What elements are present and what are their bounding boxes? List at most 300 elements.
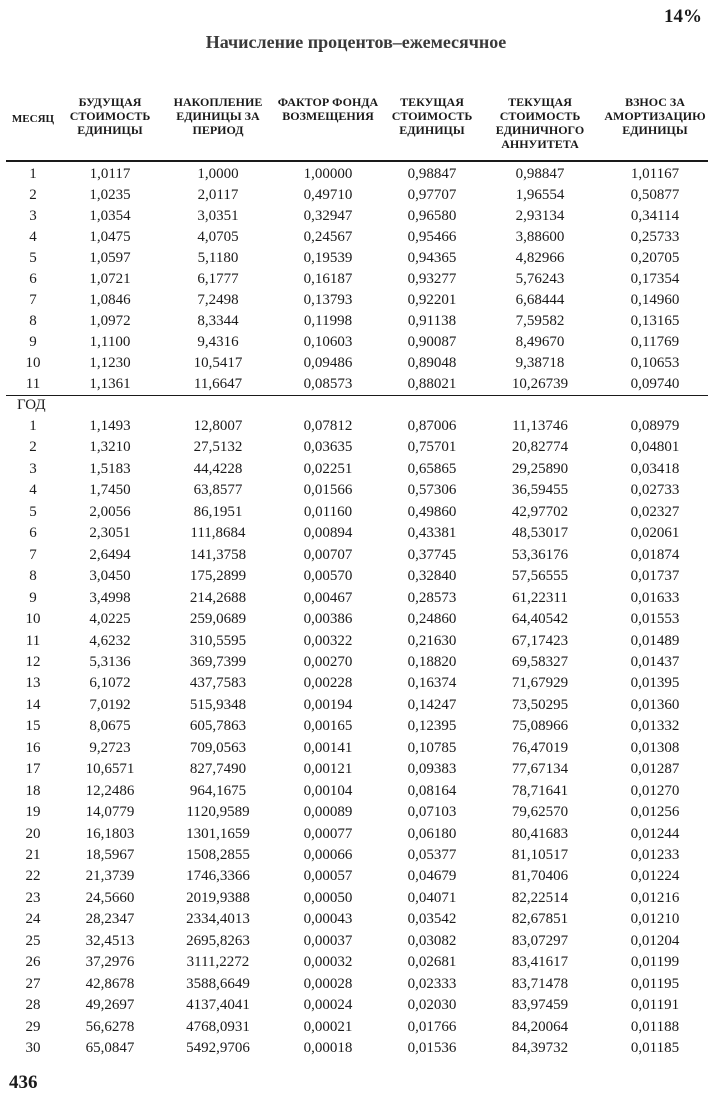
- table-cell: 0,00043: [303, 911, 353, 928]
- table-cell: 1,0354: [89, 208, 131, 224]
- table-cell: 964,1675: [189, 782, 247, 799]
- table-cell: 0,00228: [303, 675, 353, 692]
- table-cell: 369,7399: [189, 653, 247, 670]
- table-cell: 0,98847: [515, 166, 565, 182]
- page-title: Начисление процентов–ежемесячное: [205, 32, 507, 52]
- table-cell: 0,92201: [407, 292, 457, 308]
- table-row: [0, 802, 712, 823]
- table-cell: 0,01360: [630, 696, 680, 713]
- table-cell: 0,24567: [303, 229, 353, 245]
- table-row: [0, 269, 712, 290]
- table-cell: 0,01256: [630, 804, 680, 821]
- table-row: [0, 952, 712, 973]
- table-cell: 0,87006: [407, 418, 457, 434]
- table-cell: 8,0675: [89, 718, 131, 735]
- table-cell: 0,06180: [407, 825, 457, 842]
- table-row: [0, 416, 712, 437]
- table-cell: 0,01874: [630, 546, 680, 563]
- table-cell: 22: [25, 868, 41, 885]
- table-cell: 6,1777: [197, 271, 239, 287]
- table-cell: 3588,6649: [186, 975, 250, 992]
- table-cell: 0,00121: [303, 761, 353, 778]
- table-cell: 0,00194: [303, 696, 353, 713]
- table-cell: 0,00165: [303, 718, 353, 735]
- table-row: [0, 609, 712, 630]
- table-cell: 81,10517: [511, 847, 569, 863]
- table-cell: 16,1803: [85, 825, 135, 842]
- table-cell: 0,00322: [303, 632, 353, 649]
- table-cell: 77,67134: [511, 761, 569, 778]
- table-row: [0, 888, 712, 909]
- table-cell: 0,10653: [630, 355, 680, 371]
- col-amortization-header: ВЗНОС ЗА АМОРТИЗАЦИЮ ЕДИНИЦЫ: [604, 95, 706, 137]
- table-cell: 37,2976: [85, 954, 135, 971]
- table-cell: 53,36176: [511, 546, 569, 563]
- table-cell: 83,41617: [511, 954, 569, 971]
- table-cell: 83,97459: [511, 997, 569, 1014]
- table-cell: 83,71478: [511, 975, 569, 992]
- table-cell: 21: [25, 847, 41, 863]
- table-cell: 83,07297: [511, 932, 569, 949]
- table-cell: 6,68444: [515, 292, 565, 308]
- table-cell: 3,0351: [197, 208, 239, 224]
- table-cell: 0,96580: [407, 208, 457, 224]
- table-cell: 57,56555: [511, 568, 569, 585]
- table-cell: 0,01332: [630, 718, 680, 735]
- table-cell: 0,07103: [407, 804, 457, 821]
- table-row: [0, 227, 712, 248]
- table-cell: 2,0056: [89, 503, 131, 520]
- table-cell: 0,01489: [630, 632, 680, 649]
- table-cell: 0,00024: [303, 997, 353, 1014]
- table-cell: 0,97707: [407, 187, 457, 203]
- table-cell: 6: [29, 271, 37, 287]
- table-row: [0, 695, 712, 716]
- table-cell: 25: [25, 932, 41, 949]
- table-cell: 10: [25, 611, 41, 628]
- table-cell: 5: [29, 250, 37, 266]
- table-cell: 0,01437: [630, 653, 680, 670]
- table-cell: 15: [25, 718, 41, 735]
- table-row: [0, 824, 712, 845]
- table-cell: 1508,2855: [186, 847, 250, 863]
- table-cell: 0,01287: [630, 761, 680, 778]
- table-cell: 3,4998: [89, 589, 131, 606]
- table-cell: 0,00037: [303, 932, 353, 949]
- table-cell: 1120,9589: [186, 804, 250, 821]
- table-cell: 23: [25, 889, 41, 906]
- table-cell: 0,01204: [630, 932, 680, 949]
- table-row: [0, 206, 712, 227]
- table-cell: 0,00707: [303, 546, 353, 563]
- table-row: [0, 995, 712, 1016]
- table-cell: 0,94365: [407, 250, 457, 266]
- table-cell: 1,0235: [89, 187, 131, 203]
- table-cell: 0,01216: [630, 889, 680, 906]
- table-cell: 0,02681: [407, 954, 457, 971]
- table-cell: 1,3210: [89, 439, 131, 456]
- table-cell: 0,89048: [407, 355, 457, 371]
- table-cell: 0,17354: [630, 271, 680, 287]
- table-row: [0, 781, 712, 802]
- table-cell: 1,01167: [630, 166, 680, 182]
- table-cell: 0,16374: [407, 675, 457, 692]
- table-cell: 4,6232: [89, 632, 131, 649]
- table-cell: 0,03418: [630, 460, 680, 477]
- table-cell: 2019,9388: [186, 889, 250, 906]
- table-cell: 44,4228: [193, 460, 243, 477]
- table-row: [0, 459, 712, 480]
- table-cell: 0,02030: [407, 997, 457, 1014]
- table-cell: 10,26739: [511, 376, 569, 392]
- table-row: [0, 588, 712, 609]
- table-cell: 0,04801: [630, 439, 680, 456]
- table-cell: 0,98847: [407, 166, 457, 182]
- col-month-header: МЕСЯЦ: [11, 113, 55, 125]
- table-cell: 0,11769: [630, 334, 680, 350]
- table-cell: 75,08966: [511, 718, 569, 735]
- table-cell: 0,01566: [303, 482, 353, 499]
- table-row: [0, 353, 712, 374]
- table-cell: 20,82774: [511, 439, 569, 456]
- table-cell: 0,13165: [630, 313, 680, 329]
- table-cell: 11: [25, 376, 41, 392]
- table-cell: 0,50877: [630, 187, 680, 203]
- table-row: [0, 909, 712, 930]
- table-cell: 0,09740: [630, 376, 680, 392]
- section-rule: [6, 395, 708, 396]
- table-cell: 310,5595: [189, 632, 247, 649]
- table-cell: 0,08164: [407, 782, 457, 799]
- table-cell: 0,65865: [407, 460, 457, 477]
- table-cell: 2695,8263: [186, 932, 250, 949]
- table-cell: 515,9348: [189, 696, 247, 713]
- table-cell: 1,0721: [89, 271, 131, 287]
- table-cell: 32,4513: [85, 932, 135, 949]
- table-cell: 28: [25, 997, 41, 1014]
- table-row: [0, 480, 712, 501]
- table-cell: 7,0192: [89, 696, 131, 713]
- table-cell: 0,01210: [630, 911, 680, 928]
- table-cell: 73,50295: [511, 696, 569, 713]
- table-cell: 86,1951: [193, 503, 243, 520]
- table-cell: 2,0117: [197, 187, 239, 203]
- table-cell: 0,10603: [303, 334, 353, 350]
- table-cell: 0,25733: [630, 229, 680, 245]
- table-cell: 14,0779: [85, 804, 135, 821]
- table-cell: 7: [29, 546, 37, 563]
- table-cell: 27,5132: [193, 439, 243, 456]
- table-cell: 0,20705: [630, 250, 680, 266]
- table-row: [0, 290, 712, 311]
- col-annuity-value-header: ТЕКУЩАЯ СТОИМОСТЬ ЕДИНИЧНОГО АННУИТЕТА: [495, 95, 585, 151]
- table-cell: 0,03635: [303, 439, 353, 456]
- table-cell: 0,57306: [407, 482, 457, 499]
- table-cell: 82,67851: [511, 911, 569, 928]
- table-cell: 0,01233: [630, 847, 680, 863]
- table-cell: 5,76243: [515, 271, 565, 287]
- table-cell: 0,01536: [407, 1040, 457, 1057]
- table-cell: 0,00057: [303, 868, 353, 885]
- table-cell: 0,32947: [303, 208, 353, 224]
- table-cell: 0,01199: [630, 954, 680, 971]
- table-cell: 0,00386: [303, 611, 353, 628]
- table-row: [0, 716, 712, 737]
- table-cell: 26: [25, 954, 41, 971]
- table-cell: 709,0563: [189, 739, 247, 756]
- table-cell: 6,1072: [89, 675, 131, 692]
- table-cell: 61,22311: [512, 589, 568, 606]
- table-row: [0, 374, 712, 395]
- table-cell: 12,2486: [85, 782, 135, 799]
- table-cell: 84,39732: [511, 1040, 569, 1057]
- table-row: [0, 332, 712, 353]
- table-cell: 0,18820: [407, 653, 457, 670]
- table-cell: 5: [29, 503, 37, 520]
- table-cell: 0,37745: [407, 546, 457, 563]
- table-cell: 1,96554: [515, 187, 565, 203]
- table-cell: 4,82966: [515, 250, 565, 266]
- table-cell: 1,1100: [89, 334, 131, 350]
- table-cell: 11: [25, 632, 41, 649]
- table-cell: 8,49670: [515, 334, 565, 350]
- table-cell: 1,1493: [89, 418, 131, 434]
- table-cell: 0,13793: [303, 292, 353, 308]
- table-cell: 0,01308: [630, 739, 680, 756]
- table-cell: 11,6647: [193, 376, 243, 392]
- table-cell: 9,2723: [89, 739, 131, 756]
- table-cell: 29: [25, 1018, 41, 1035]
- table-row: [0, 502, 712, 523]
- table-cell: 0,14960: [630, 292, 680, 308]
- table-cell: 6: [29, 525, 37, 542]
- col-present-value-header: ТЕКУЩАЯ СТОИМОСТЬ ЕДИНИЦЫ: [391, 95, 473, 137]
- table-row: [0, 248, 712, 269]
- table-cell: 0,12395: [407, 718, 457, 735]
- table-cell: 4: [29, 229, 37, 245]
- table-cell: 82,22514: [511, 889, 569, 906]
- table-cell: 0,01766: [407, 1018, 457, 1035]
- table-cell: 49,2697: [85, 997, 135, 1014]
- table-cell: 827,7490: [189, 761, 247, 778]
- table-row: [0, 185, 712, 206]
- table-row: [0, 311, 712, 332]
- table-cell: 0,02061: [630, 525, 680, 542]
- table-cell: 0,00570: [303, 568, 353, 585]
- table-cell: 84,20064: [511, 1018, 569, 1035]
- table-cell: 0,16187: [303, 271, 353, 287]
- table-cell: 0,00141: [303, 739, 353, 756]
- table-cell: 12,8007: [193, 418, 243, 434]
- table-cell: 0,21630: [407, 632, 457, 649]
- table-row: [0, 738, 712, 759]
- page-number: 436: [9, 1072, 38, 1093]
- table-cell: 0,43381: [407, 525, 457, 542]
- table-cell: 76,47019: [511, 739, 569, 756]
- table-cell: 0,03082: [407, 932, 457, 949]
- table-cell: 0,10785: [407, 739, 457, 756]
- table-cell: 65,0847: [85, 1040, 135, 1057]
- table-row: [0, 631, 712, 652]
- table-cell: 0,00028: [303, 975, 353, 992]
- table-row: [0, 652, 712, 673]
- table-cell: 1,0972: [89, 313, 131, 329]
- table-cell: 8: [29, 313, 37, 329]
- table-row: [0, 566, 712, 587]
- table-cell: 7,59582: [515, 313, 565, 329]
- table-cell: 0,93277: [407, 271, 457, 287]
- table-cell: 0,01188: [630, 1018, 680, 1035]
- table-cell: 67,17423: [511, 632, 569, 649]
- table-cell: 30: [25, 1040, 41, 1057]
- table-cell: 0,04679: [407, 868, 457, 885]
- table-cell: 0,00894: [303, 525, 353, 542]
- header-rule: [6, 160, 708, 162]
- table-cell: 0,24860: [407, 611, 457, 628]
- table-cell: 0,01244: [630, 825, 680, 842]
- table-cell: 0,90087: [407, 334, 457, 350]
- table-cell: 0,09383: [407, 761, 457, 778]
- table-cell: 1,1361: [89, 376, 131, 392]
- interest-rate: 14%: [664, 6, 702, 27]
- table-cell: 5,1180: [197, 250, 239, 266]
- table-cell: 16: [25, 739, 41, 756]
- table-cell: 3111,2272: [186, 954, 250, 971]
- table-cell: 10,6571: [85, 761, 135, 778]
- table-header: [0, 95, 712, 159]
- table-cell: 0,28573: [407, 589, 457, 606]
- table-cell: 4,0225: [89, 611, 131, 628]
- table-cell: 0,02333: [407, 975, 457, 992]
- table-cell: 0,88021: [407, 376, 457, 392]
- table-cell: 0,01160: [303, 503, 353, 520]
- table-cell: 71,67929: [511, 675, 569, 692]
- table-cell: 1,1230: [89, 355, 131, 371]
- table-cell: 437,7583: [189, 675, 247, 692]
- table-cell: 1: [29, 166, 37, 182]
- table-cell: 63,8577: [193, 482, 243, 499]
- table-row: [0, 1038, 712, 1059]
- table-row: [0, 437, 712, 458]
- table-row: [0, 931, 712, 952]
- table-cell: 3,88600: [515, 229, 565, 245]
- table-cell: 0,32840: [407, 568, 457, 585]
- table-row: [0, 845, 712, 866]
- table-cell: 0,49860: [407, 503, 457, 520]
- table-cell: 0,00050: [303, 889, 353, 906]
- table-cell: 0,01191: [630, 997, 680, 1014]
- table-cell: 1,0117: [89, 166, 131, 182]
- col-future-value-header: БУДУЩАЯ СТОИМОСТЬ ЕДИНИЦЫ: [69, 95, 151, 137]
- table-cell: 18: [25, 782, 41, 799]
- table-cell: 69,58327: [511, 653, 569, 670]
- table-cell: 20: [25, 825, 41, 842]
- table-cell: 0,08979: [630, 418, 680, 434]
- table-cell: 2,3051: [89, 525, 131, 542]
- table-cell: 605,7863: [189, 718, 247, 735]
- table-cell: 259,0689: [189, 611, 247, 628]
- table-row: [0, 673, 712, 694]
- year-section-label: ГОД: [17, 397, 46, 413]
- table-cell: 11,13746: [512, 418, 568, 434]
- table-cell: 12: [25, 653, 41, 670]
- table-cell: 2334,4013: [186, 911, 250, 928]
- table-cell: 0,02733: [630, 482, 680, 499]
- table-cell: 42,8678: [85, 975, 135, 992]
- table-cell: 0,07812: [303, 418, 353, 434]
- table-cell: 1746,3366: [186, 868, 250, 885]
- table-cell: 3: [29, 460, 37, 477]
- table-row: [0, 523, 712, 544]
- table-cell: 0,08573: [303, 376, 353, 392]
- table-row: [0, 759, 712, 780]
- table-cell: 27: [25, 975, 41, 992]
- table-cell: 79,62570: [511, 804, 569, 821]
- table-cell: 1,5183: [89, 460, 131, 477]
- table-cell: 0,04071: [407, 889, 457, 906]
- table-cell: 19: [25, 804, 41, 821]
- table-cell: 28,2347: [85, 911, 135, 928]
- table-cell: 2: [29, 187, 37, 203]
- table-cell: 0,01270: [630, 782, 680, 799]
- table-cell: 1: [29, 418, 37, 434]
- table-cell: 9: [29, 589, 37, 606]
- table-cell: 9,38718: [515, 355, 565, 371]
- table-cell: 0,00021: [303, 1018, 353, 1035]
- table-cell: 7,2498: [197, 292, 239, 308]
- table-row: [0, 974, 712, 995]
- table-cell: 0,01185: [630, 1040, 680, 1057]
- table-cell: 36,59455: [511, 482, 569, 499]
- table-cell: 8,3344: [197, 313, 239, 329]
- table-row: [0, 545, 712, 566]
- table-cell: 9: [29, 334, 37, 350]
- table-cell: 5,3136: [89, 653, 131, 670]
- table-cell: 2,6494: [89, 546, 131, 563]
- table-cell: 0,01195: [630, 975, 680, 992]
- table-cell: 0,01224: [630, 868, 680, 885]
- table-cell: 13: [25, 675, 41, 692]
- table-cell: 0,75701: [407, 439, 457, 456]
- table-cell: 10,5417: [193, 355, 243, 371]
- table-cell: 0,01553: [630, 611, 680, 628]
- table-cell: 42,97702: [511, 503, 569, 520]
- table-cell: 4,0705: [197, 229, 239, 245]
- table-cell: 17: [25, 761, 41, 778]
- col-sinking-fund-header: ФАКТОР ФОНДА ВОЗМЕЩЕНИЯ: [277, 95, 379, 123]
- table-row: [0, 1017, 712, 1038]
- table-cell: 0,00077: [303, 825, 353, 842]
- table-cell: 0,02251: [303, 460, 353, 477]
- table-cell: 5492,9706: [186, 1040, 250, 1057]
- table-cell: 18,5967: [85, 847, 135, 863]
- table-cell: 0,00018: [303, 1040, 353, 1057]
- table-cell: 4768,0931: [186, 1018, 250, 1035]
- table-cell: 214,2688: [189, 589, 247, 606]
- table-cell: 3,0450: [89, 568, 131, 585]
- table-cell: 24: [25, 911, 41, 928]
- table-cell: 0,49710: [303, 187, 353, 203]
- table-cell: 14: [25, 696, 41, 713]
- table-cell: 0,00066: [303, 847, 353, 863]
- table-cell: 48,53017: [511, 525, 569, 542]
- table-cell: 0,00104: [303, 782, 353, 799]
- table-cell: 0,19539: [303, 250, 353, 266]
- table-cell: 0,09486: [303, 355, 353, 371]
- table-cell: 4137,4041: [186, 997, 250, 1014]
- table-cell: 2,93134: [515, 208, 565, 224]
- table-cell: 0,91138: [407, 313, 457, 329]
